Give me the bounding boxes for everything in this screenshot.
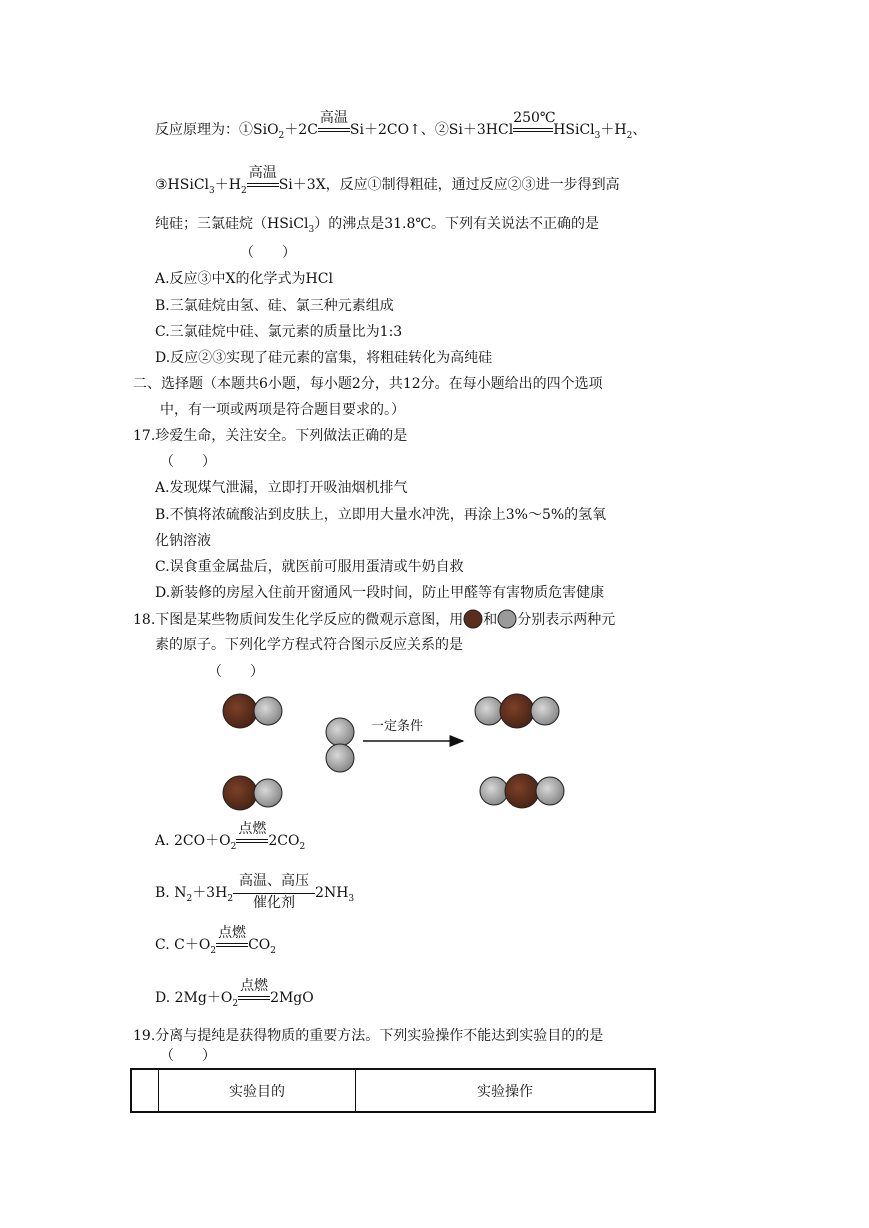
- table-row: [131, 1069, 655, 1112]
- table-header-operation: 实验操作: [356, 1069, 656, 1112]
- q16-line1: 反应原理为：①SiO$_2$＋2C 高温 Si＋2CO↑、②Si＋3HCl 250℃ $HSiCl_3+H_2$、: [155, 110, 647, 141]
- q16-option-c: C.三氯硅烷中硅、氯元素的质量比为1:3: [155, 324, 403, 340]
- product-molecule-bottom: [480, 774, 564, 808]
- eq3-condition: 高温: [247, 175, 279, 195]
- reaction-diagram: [215, 690, 615, 820]
- q16-option-b: B.三氯硅烷由氢、硅、氯三种元素组成: [155, 298, 394, 314]
- eq1-condition: 高温: [318, 120, 350, 140]
- table-header-index: [131, 1069, 159, 1112]
- q17-option-d: D.新装修的房屋入住前开窗通风一段时间，防止甲醛等有害物质危害健康: [155, 585, 605, 601]
- q18-bracket: （ ）: [208, 664, 264, 680]
- q16-option-a: A.反应③中X的化学式为HCl: [155, 271, 333, 287]
- q19-table: [130, 1068, 656, 1113]
- q17-option-b: B.不慎将浓硫酸沾到皮肤上，立即用大量水冲洗，再涂上3%～5%的氢氧: [155, 507, 607, 523]
- q19-bracket: （ ）: [160, 1048, 216, 1064]
- light-atom-legend-icon: [497, 609, 517, 629]
- section2-line1: 二、选择题（本题共6小题，每小题2分，共12分。在每小题给出的四个选项: [133, 376, 603, 392]
- q18-option-c: C. $C+O_2$ 点燃 $CO_2$: [155, 925, 276, 956]
- reactant-molecule-bottom: [223, 776, 282, 810]
- q16-intro: 反应原理为：: [155, 122, 239, 138]
- q18-option-d: D. $2Mg+O_2$ 点燃 2MgO: [155, 978, 314, 1009]
- q17-stem: 17.珍爱生命，关注安全。下列做法正确的是: [133, 428, 408, 444]
- q18-stem-line2: 素的原子。下列化学方程式符合图示反应关系的是: [155, 637, 463, 653]
- q17-option-a: A.发现煤气泄漏，立即打开吸油烟机排气: [155, 480, 408, 496]
- q16-line3: 纯硅；三氯硅烷（HSiCl$_3$）的沸点是31.8℃。下列有关说法不正确的是: [155, 216, 600, 235]
- eq2-condition: 250℃: [513, 120, 553, 140]
- reactant-diatomic-molecule: [326, 718, 354, 772]
- option-b-condition: 高温、高压 催化剂: [233, 883, 315, 903]
- q18-stem: 18.下图是某些物质间发生化学反应的微观示意图，用 和 分别表示两种元: [133, 609, 615, 630]
- q16-option-d: D.反应②③实现了硅元素的富集，将粗硅转化为高纯硅: [155, 350, 493, 366]
- table-header-purpose: 实验目的: [159, 1069, 356, 1112]
- option-c-condition: 点燃: [216, 935, 248, 955]
- q16-line2: $③HSiCl_3+H_2$ 高温 Si＋3X，反应①制得粗硅，通过反应②③进一步得到高: [155, 165, 620, 196]
- option-d-condition: 点燃: [238, 988, 270, 1008]
- q19-stem: 19.分离与提纯是获得物质的重要方法。下列实验操作不能达到实验目的的是: [133, 1028, 604, 1044]
- q18-option-a: A. $2CO+O_2$ 点燃 $2CO_2$: [155, 821, 306, 852]
- reactant-molecule-top: [223, 694, 282, 728]
- dark-atom-legend-icon: [463, 609, 483, 629]
- q17-option-c: C.误食重金属盐后，就医前可服用蛋清或牛奶自救: [155, 559, 464, 575]
- reaction-condition-label: 一定条件: [371, 719, 424, 734]
- section2-line2: 中，有一项或两项是符合题目要求的。）: [160, 402, 405, 418]
- q17-bracket: （ ）: [160, 454, 216, 470]
- q16-bracket: （ ）: [240, 245, 296, 261]
- option-a-condition: 点燃: [236, 831, 268, 851]
- product-molecule-top: [475, 694, 559, 728]
- q18-option-b: B. $N_2+3H_2$ 高温、高压 催化剂 $2NH_3$: [155, 873, 355, 911]
- q17-option-b-cont: 化钠溶液: [155, 533, 211, 549]
